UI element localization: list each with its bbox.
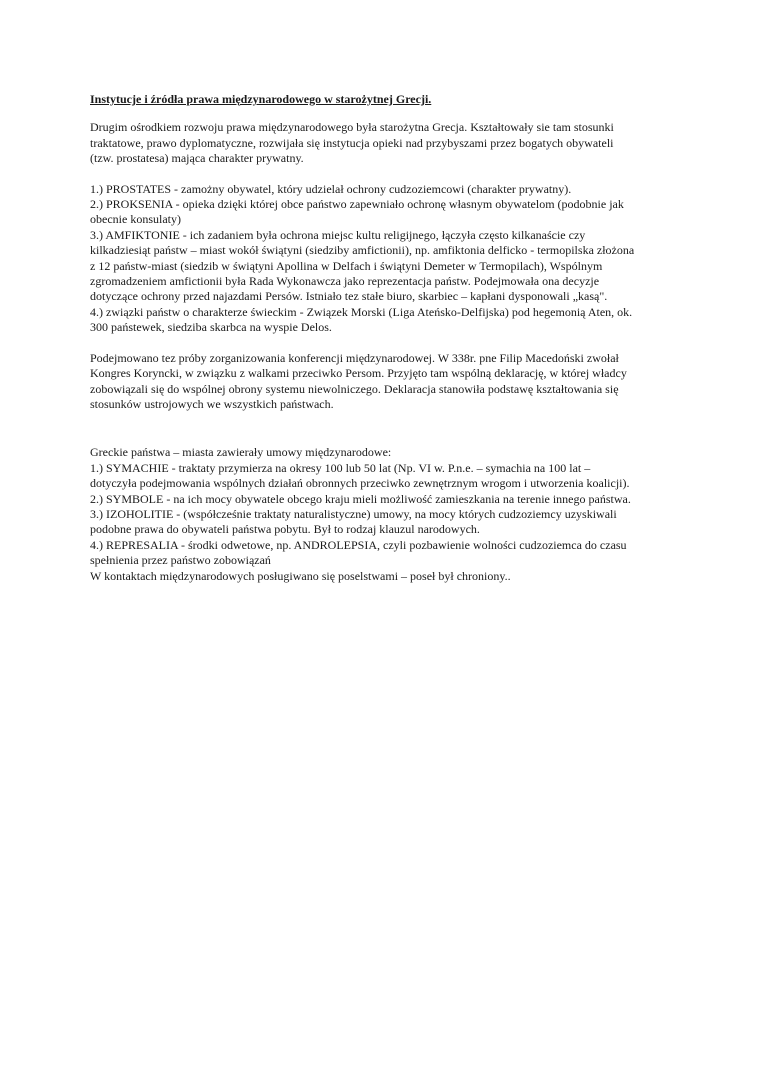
congress-paragraph [90,351,682,413]
text-line: traktatowe, prawo dyplomatyczne, rozwijała się instytucja opieki nad przybyszami przez bogatych obywateli [90,135,614,150]
text-line: Greckie państwa – miasta zawierały umowy międzynarodowe: [90,445,392,460]
text-line: 1.) SYMACHIE - traktaty przymierza na okresy 100 lub 50 lat (Np. VI w. P.n.e. – symachia na 100 lat – [90,460,591,475]
spacer [90,336,682,351]
text-line: (tzw. prostatesa) mająca charakter prywatny. [90,151,304,166]
intro-paragraph [90,120,682,166]
text-line: zgromadzeniem amfictionii była Rada Wykonawcza jako reprezentacja państw. Podejmowała ona decyzje [90,274,600,289]
text-line: dotyczyła podejmowania wspólnych działań obronnych przeciwko zewnętrznym wrogom i utworzenia koalicji). [90,476,630,491]
text-line: 3.) AMFIKTONIE - ich zadaniem była ochrona miejsc kultu religijnego, łączyła często kilkanaście czy [90,227,586,242]
text-line: kilkadziesiąt państw – miast wokół świątyni (siedziby amfictionii), np. amfiktonia delficko - termopilska złożona [90,243,635,258]
spacer [90,412,682,445]
text-line: 2.) PROKSENIA - opieka dzięki której obce państwo zapewniało ochronę własnym obywatelom (podobnie jak [90,197,624,212]
text-line: z 12 państw-miast (siedzib w świątyni Apollina w Delfach i świątyni Demeter w Termopilach), Wspólnym [90,258,603,273]
document-page [90,92,682,584]
text-line: 3.) IZOHOLITIE - (współcześnie traktaty naturalistyczne) umowy, na mocy których cudzoziemcy uzyskiwali [90,506,617,521]
document-title: Instytucje i źródła prawa międzynarodowego w starożytnej Grecji. [90,92,432,106]
text-line: stosunków ustrojowych we wszystkich państwach. [90,396,334,411]
text-line: 4.) REPRESALIA - środki odwetowe, np. ANDROLEPSIA, czyli pozbawienie wolności cudzoziemca do czasu [90,537,627,552]
text-line: dotyczące ochrony przed najazdami Persów. Istniało tez stałe biuro, skarbiec – kapłani dysponowali „kasą". [90,289,608,304]
institutions-list [90,182,682,336]
text-line: 2.) SYMBOLE - na ich mocy obywatele obcego kraju mieli możliwość zamieszkania na terenie innego państwa. [90,491,631,506]
spacer [90,167,682,182]
text-line: zobowiązali się do wspólnej obrony systemu niewolniczego. Deklaracja stanowiła podstawę kształtowania się [90,381,619,396]
text-line: 1.) PROSTATES - zamożny obywatel, który udzielał ochrony cudzoziemcowi (charakter prywatny). [90,181,572,196]
text-line: 4.) związki państw o charakterze świeckim - Związek Morski (Liga Ateńsko-Delfijska) pod hegemonią Aten, ok. [90,304,633,319]
treaties-list [90,445,682,584]
text-line: Kongres Koryncki, w związku z walkami przeciwko Persom. Przyjęto tam wspólną deklarację, w której władcy [90,366,627,381]
text-line: 300 państewek, siedziba skarbca na wyspie Delos. [90,320,332,335]
text-line: spełnienia przez państwo zobowiązań [90,553,271,568]
text-line: Drugim ośrodkiem rozwoju prawa międzynarodowego była starożytna Grecja. Kształtowały sie tam stosunki [90,120,614,135]
text-line: Podejmowano tez próby zorganizowania konferencji międzynarodowej. W 338r. pne Filip Macedoński zwołał [90,350,619,365]
text-line: W kontaktach międzynarodowych posługiwano się poselstwami – poseł był chroniony.. [90,568,511,583]
text-line: podobne prawa do obywateli państwa pobytu. Był to rodzaj klauzul narodowych. [90,522,480,537]
text-line: obecnie konsulaty) [90,212,181,227]
